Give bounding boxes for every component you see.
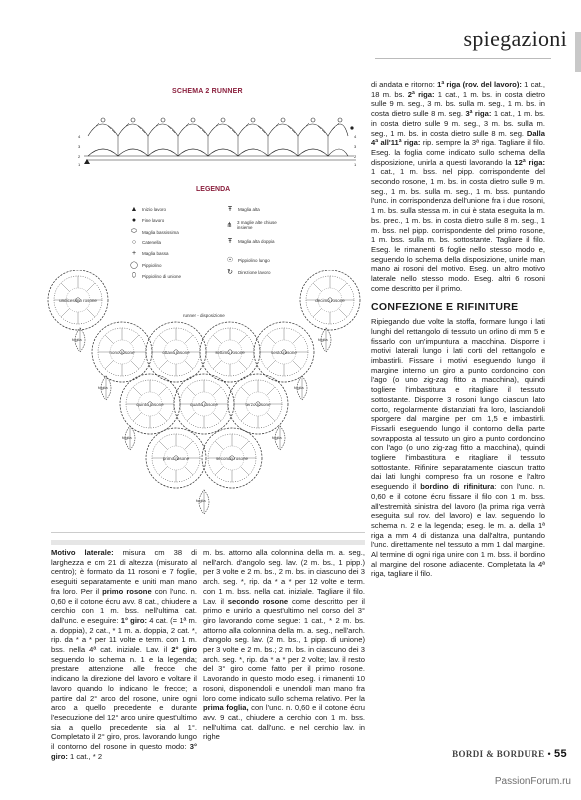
rose-label-eighth: ottavo rosone xyxy=(162,350,190,355)
rose-label-third: terzo rosone xyxy=(245,402,271,407)
svg-text:2: 2 xyxy=(78,154,81,159)
picot-icon: ◯ xyxy=(130,262,138,269)
magazine-name: BORDI & BORDURE xyxy=(452,749,545,759)
text-column-3 xyxy=(371,80,545,579)
paragraph: Motivo laterale: misura cm 38 di larghezza e cm 21 di altezza (misurato al centro); è formato da 11 rosoni e 7 foglie, eseguiti separatamente e uniti man mano fra loro. Per il primo rosone con l'unc. n. 0,60 e il cotone écru avv. 8 cat., chiudere a cerchio con 1 m. bss. nell'ultima cat. dall'unc. e eseguire: 1° giro: 4 cat. (= 1ª m. a. doppia), 2 cat., * 1 m. a. doppia, 2 cat. *, rip. da * a * per 11 volte e term. con 1 m. bss. nella 4ª cat. iniziale. Lav. il 2° giro seguendo lo schema n. 1 e la legenda; prestare attenzione alle frecce che indicano la direzione del lavoro e voltare il lavoro quando lo indicano le frecce; a partire dal 2° arco del rosone, unire ogni arco a quello precedente e durante l'esecuzione del 12° arco unire quest'ultimo sia a quello precedente sia al 1°. Completato il 2° giro, pros. lavorando lungo il contorno del rosone in questo modo: 3° giro: 1 cat., * 2 xyxy=(51,548,197,761)
runner-layout-diagram xyxy=(40,270,370,530)
double-crochet-icon: Ŧ xyxy=(227,206,233,213)
svg-text:1: 1 xyxy=(354,162,357,167)
section-title: spiegazioni xyxy=(463,26,567,51)
rose-label-seventh: settimo rosone xyxy=(215,350,245,355)
leaf-label: foglia xyxy=(196,498,206,503)
legend-item: ● Fine lavoro xyxy=(131,217,165,224)
leaf-label: foglia xyxy=(318,337,328,342)
page-footer xyxy=(452,748,567,760)
header-rule xyxy=(375,58,551,59)
legend-item: ☉ Pippiolino lungo xyxy=(226,257,270,264)
legend-item: ◯ Pippiolino xyxy=(130,262,162,269)
chain-icon: ○ xyxy=(131,239,137,246)
svg-text:3: 3 xyxy=(78,144,81,149)
text-column-2 xyxy=(203,548,365,742)
legend-item: ▲ Inizio lavoro xyxy=(130,206,167,213)
cluster-icon: ⋔ xyxy=(226,222,233,229)
legend-item: ↻ Direzione lavoro xyxy=(227,269,271,276)
rose-label-first: primo rosone xyxy=(162,456,190,461)
section-heading: CONFEZIONE E RIFINITURE xyxy=(371,301,519,314)
paragraph: m. bs. attorno alla colonnina della m. a. seg., nell'arch. d'angolo seg. lav. (2 m. bs., 1 pipp.) per 3 volte e 2 m. bs., 2 m. bs. in ciascuno dei 3 arch. seg. *, rip. da * a * per 12 volte e term. con 1 m. bss. nella cat. iniziale. Tagliare il filo. Lav. il secondo rosone come descritto per il primo e unirlo a quest'ultimo nel corso del 3° giro lavorando come segue: 1 cat., * 2 m. bs. attorno alla colonnina della m. a. seg., nell'arch. d'angolo seg. lav. (2 m. bs., 1 pipp. di unione) per 3 volte e 2 m. bs.; 2 m. bs. in ciascuno dei 3 arch. seg. *, rip. da * a * per 2 volte; lav. il resto del 3° giro come fatto per il primo rosone. Lavorando in questo modo eseg. i rimanenti 10 rosoni, disponendoli e unendoli man mano fra loro come indicato sullo schema relativo. Per la prima foglia, con l'unc. n. 0,60 e il cotone écru avv. 9 cat., chiudere a cerchio con 1 m. bss. nell'ultima cat. dall'unc. e nel cerchio lav. in righe xyxy=(203,548,365,742)
rose-label-fourth: quarto rosone xyxy=(190,402,218,407)
direction-icon: ↻ xyxy=(227,269,233,276)
paragraph: di andata e ritorno: 1ª riga (rov. del lavoro): 1 cat., 18 m. bs. 2ª riga: 1 cat., 1 m. bs. in costa dietro sulle 9 m. seg., 3 m. bs. sulla m. seg., 1 m. bs. in costa dietro sulle 8 m. seg. 3ª riga: 1 cat., 1 m. bs. in costa dietro sulle 9 m. seg., 3 m. bs. sulla m. seg., 1 m. bs. in costa dietro sulle 8 m. seg. Dalla 4ª all'11ª riga: rip. sempre la 3ª riga. Tagliare il filo. Eseg. la foglia come indicato sullo schema della disposizione, unirla a questi lavorando la 12ª riga: 1 cat., 1 m. bss. nel pipp. corrispondente del secondo rosone, 1 m. bs. in costa dietro sulle 9 m. seg., 1 m. bs. sulla m. seg., 1 m. bss. puntando l'unc. in corrispondenza dell'unione fra i due rosoni, 1 m. bs. sulla stessa m. in cui è stata eseguita la m. bs. prec., 1 m. bs. in costa dietro sulle 8 m. seg., 1 m. bss. nel pipp. corrispondente del primo rosone, 1 m. bss. sulla m. bs. sottostante. Tagliare il filo. Eseg. le rimanenti 6 foglie nello stesso modo e, seguendo lo schema della disposizione, unirle man mano ai rosoni del motivo. Eseg. un altro motivo laterale nello stesso modo. Eseg. altri 6 rosoni come descritto per il primo. xyxy=(371,80,546,293)
text-column-1 xyxy=(51,548,197,761)
schema-title: SCHEMA 2 RUNNER xyxy=(172,88,243,95)
rose-label-ninth: nono rosone xyxy=(109,350,135,355)
legend-item: Ŧ Maglia alta xyxy=(227,206,260,213)
start-icon: ▲ xyxy=(130,206,138,213)
end-icon: ● xyxy=(131,217,137,224)
legend-item: ⬯ Pippiolino di unione xyxy=(131,272,182,279)
footer-separator: • xyxy=(547,749,552,759)
rose-label-sixth: sesto rosone xyxy=(271,350,297,355)
rose-label-second: secondo rosone xyxy=(215,456,249,461)
single-crochet-icon: + xyxy=(131,250,137,257)
divider xyxy=(51,532,365,533)
svg-text:3: 3 xyxy=(354,144,357,149)
rose-label-eleventh: undicesimo rosone xyxy=(59,298,97,303)
svg-text:2: 2 xyxy=(354,154,357,159)
svg-text:1: 1 xyxy=(78,162,81,167)
joining-picot-icon: ⬯ xyxy=(131,272,137,279)
treble-crochet-icon: Ŧ xyxy=(227,238,233,245)
svg-text:4: 4 xyxy=(354,134,357,139)
rose-label-fifth: quinto rosone xyxy=(136,402,164,407)
divider-band xyxy=(51,540,365,545)
legend-item: + Maglia bassa xyxy=(131,250,169,257)
runner-edge-diagram xyxy=(78,98,360,170)
runner-layout-label: runner - disposizione xyxy=(183,313,225,318)
paragraph: Ripiegando due volte la stoffa, formare lungo i lati lunghi del rettangolo di tessuto un orlino di mm 5 e fissarlo con un'impuntura a macchina. Disporre i motivi laterali lungo i lati corti del rettangolo e imbastirli. Fissare i motivi eseguendo lungo il margine interno un giro a punto cordoncino con l'ago (o uno zig-zag fitto a macchina), quindi togliere l'imbastitura e ritagliare il tessuto sottostante. Disporre 3 rosoni lungo ciascun lato corto, regolarmente distanziati fra loro, lasciandoli sporgere dal margine per cm 1,5 e imbastirli. Fissarli eseguendo lungo il contorno della parte sovrapposta al tessuto un giro a punto cordoncino con l'ago (o uno zig-zag fitto a macchina), quindi togliere l'imbastitura e ritagliare il tessuto sottostante. Rifinire separatamente ciascun tratto dai lati lunghi compreso fra un rosone e l'altro eseguendo il bordino di rifinitura: con l'unc. n. 0,60 e il cotone écru fissare il filo con 1 m. bss. all'estremità sinistra del lavoro (la prima riga verrà eseguita sul rov. del lavoro) e lav. seguendo lo schema n. 2 e la legenda; eseg. le m. a. della 1ª riga a mm 4 di distanza una dall'altra, puntando l'unc. direttamente nel tessuto a mm 1 dal margine. Al termine di ogni riga unire con 1 m. bss. il bordino al margine del rosone adiacente. Completata la 4ª riga, tagliare il filo. xyxy=(371,317,545,579)
leaf-label: foglia xyxy=(272,435,282,440)
legend-item: ⬭ Maglia bassissima xyxy=(131,228,179,235)
slip-stitch-icon: ⬭ xyxy=(131,228,137,235)
svg-text:4: 4 xyxy=(78,134,81,139)
page-number: 55 xyxy=(553,748,567,760)
leaf-label: foglia xyxy=(98,385,108,390)
legend-item: ⋔ 3 maglie alte chiuse insieme xyxy=(226,220,277,230)
watermark: PassionForum.ru xyxy=(494,776,571,787)
page-edge-tab xyxy=(575,32,581,72)
leaf-label: foglia xyxy=(294,385,304,390)
rose-label-tenth: decimo rosone xyxy=(315,298,345,303)
leaf-label: foglia xyxy=(122,435,132,440)
legend-item: Ŧ Maglia alta doppia xyxy=(227,238,275,245)
legend-item: ○ Catenella xyxy=(131,239,162,246)
long-picot-icon: ☉ xyxy=(226,257,234,264)
legend-title: LEGENDA xyxy=(196,186,231,193)
leaf-label: foglia xyxy=(72,337,82,342)
